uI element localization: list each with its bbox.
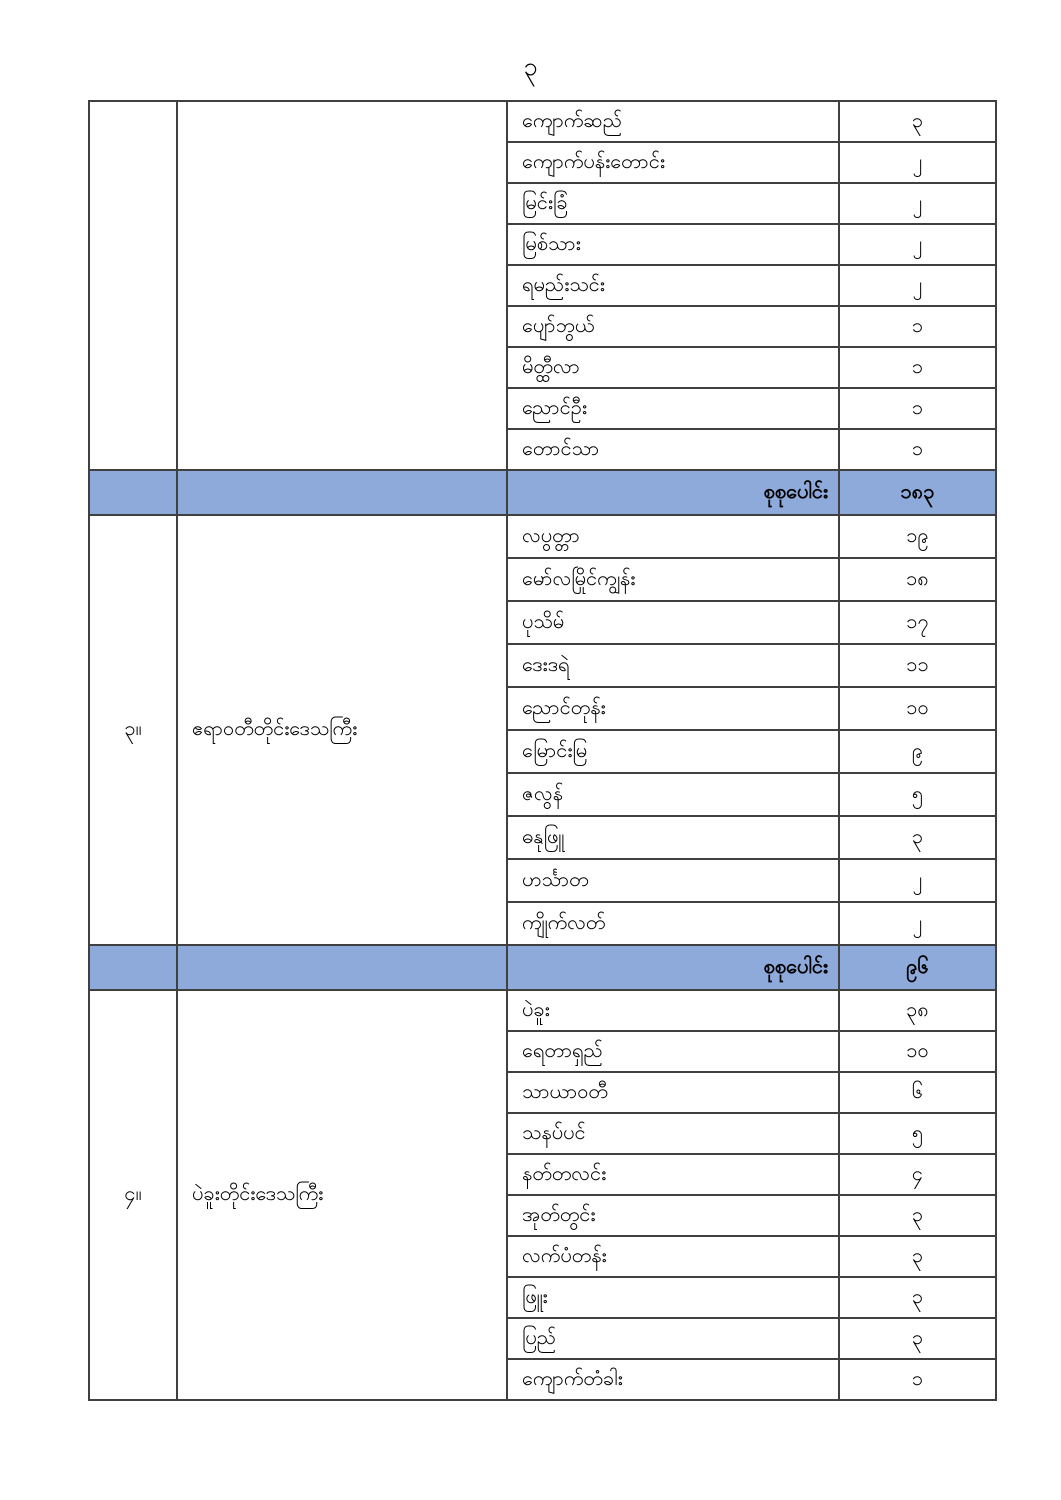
township-cell: နတ်တလင်း: [507, 1154, 839, 1195]
total-row: [89, 945, 996, 990]
region-cell: [177, 101, 507, 470]
count-cell: ၁: [839, 347, 996, 388]
region-cell: ဧရာဝတီတိုင်းဒေသကြီး: [177, 515, 507, 945]
table-row: [89, 990, 996, 1031]
count-cell: ၅: [839, 773, 996, 816]
township-cell: ရေတာရှည်: [507, 1031, 839, 1072]
count-cell: ၂: [839, 902, 996, 945]
township-cell: ဖြူး: [507, 1277, 839, 1318]
count-cell: ၁၉: [839, 515, 996, 558]
township-cell: မြင်းခြံ: [507, 183, 839, 224]
township-cell: ကျောက်တံခါး: [507, 1359, 839, 1400]
count-cell: ၂: [839, 224, 996, 265]
total-empty-cell: [177, 470, 507, 515]
township-cell: သာယာဝတီ: [507, 1072, 839, 1113]
count-cell: ၃: [839, 1277, 996, 1318]
total-label: စုစုပေါင်း: [507, 470, 839, 515]
township-cell: ဒေးဒရဲ: [507, 644, 839, 687]
count-cell: ၂: [839, 859, 996, 902]
township-cell: ဓနုဖြူ: [507, 816, 839, 859]
count-cell: ၂: [839, 265, 996, 306]
count-cell: ၁၈: [839, 558, 996, 601]
page-number: ၃: [523, 52, 538, 81]
township-cell: ညောင်တုန်း: [507, 687, 839, 730]
count-cell: ၃: [839, 816, 996, 859]
count-cell: ၁၇: [839, 601, 996, 644]
count-cell: ၃၈: [839, 990, 996, 1031]
table-section-ayeyarwady: [89, 515, 996, 990]
count-cell: ၆: [839, 1072, 996, 1113]
total-value: ၁၈၃: [839, 470, 996, 515]
table-section-bago: [89, 990, 996, 1400]
total-empty-cell: [89, 945, 177, 990]
total-empty-cell: [177, 945, 507, 990]
count-cell: ၁: [839, 429, 996, 470]
count-cell: ၃: [839, 1318, 996, 1359]
township-cell: မြစ်သား: [507, 224, 839, 265]
township-cell: မြောင်းမြ: [507, 730, 839, 773]
township-cell: ကျောက်ပန်းတောင်း: [507, 142, 839, 183]
township-cell: လက်ပံတန်း: [507, 1236, 839, 1277]
township-cell: သနပ်ပင်: [507, 1113, 839, 1154]
township-cell: ကျိုက်လတ်: [507, 902, 839, 945]
total-empty-cell: [89, 470, 177, 515]
count-cell: ၂: [839, 142, 996, 183]
count-cell: ၁၀: [839, 1031, 996, 1072]
township-cell: ပဲခူး: [507, 990, 839, 1031]
table-row: [89, 515, 996, 558]
count-cell: ၃: [839, 101, 996, 142]
count-cell: ၄: [839, 1154, 996, 1195]
township-cell: တောင်သာ: [507, 429, 839, 470]
township-cell: အုတ်တွင်း: [507, 1195, 839, 1236]
total-row: [89, 470, 996, 515]
table-section-continuation: [89, 101, 996, 515]
township-cell: ကျောက်ဆည်: [507, 101, 839, 142]
count-cell: ၁၁: [839, 644, 996, 687]
table-row: [89, 101, 996, 142]
count-cell: ၉: [839, 730, 996, 773]
count-cell: ၁: [839, 1359, 996, 1400]
serial-cell: ၃။: [89, 515, 177, 945]
count-cell: ၅: [839, 1113, 996, 1154]
count-cell: ၁: [839, 306, 996, 347]
township-cell: လပွတ္တာ: [507, 515, 839, 558]
township-cell: မော်လမြိုင်ကျွန်း: [507, 558, 839, 601]
total-value: ၉၆: [839, 945, 996, 990]
township-cell: ရမည်းသင်း: [507, 265, 839, 306]
township-count-table: [88, 100, 997, 1401]
count-cell: ၁၀: [839, 687, 996, 730]
township-cell: ညောင်ဦး: [507, 388, 839, 429]
region-cell: ပဲခူးတိုင်းဒေသကြီး: [177, 990, 507, 1400]
township-cell: ပြည်: [507, 1318, 839, 1359]
township-cell: ဟင်္သာတ: [507, 859, 839, 902]
serial-cell: [89, 101, 177, 470]
township-cell: ပုသိမ်: [507, 601, 839, 644]
count-cell: ၂: [839, 183, 996, 224]
township-cell: ပျော်ဘွယ်: [507, 306, 839, 347]
count-cell: ၁: [839, 388, 996, 429]
count-cell: ၃: [839, 1195, 996, 1236]
count-cell: ၃: [839, 1236, 996, 1277]
serial-cell: ၄။: [89, 990, 177, 1400]
township-cell: ဇလွန်: [507, 773, 839, 816]
total-label: စုစုပေါင်း: [507, 945, 839, 990]
township-cell: မိတ္ထီလာ: [507, 347, 839, 388]
